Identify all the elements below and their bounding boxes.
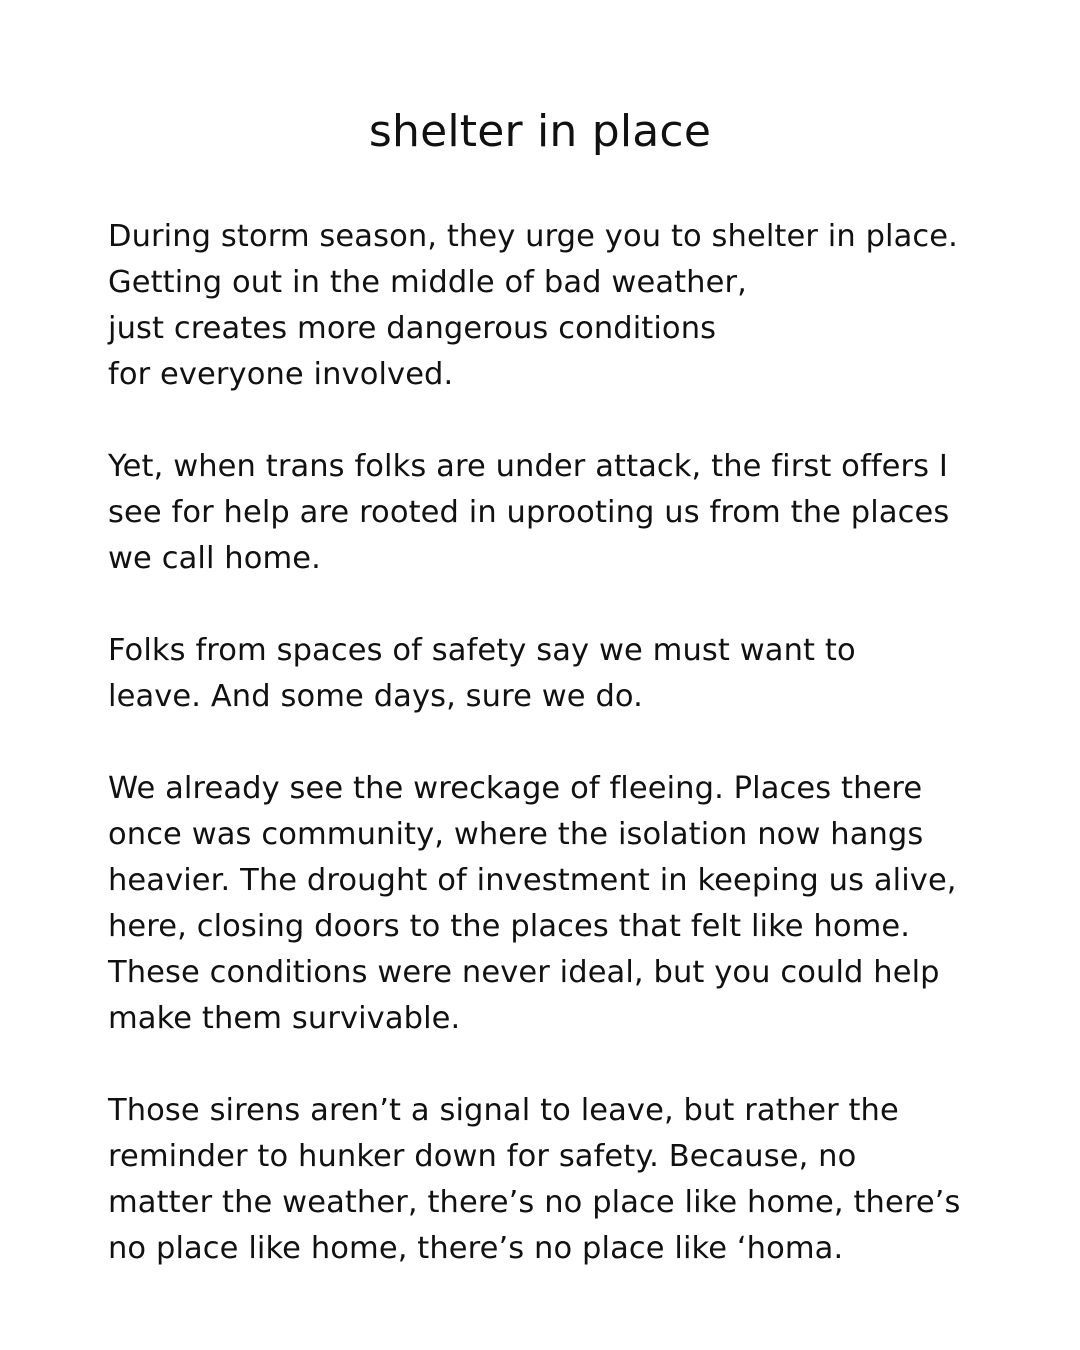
stanza-5 (108, 1088, 1008, 1272)
poem-line: These conditions were never ideal, but you could help (108, 955, 940, 990)
poem-line: no place like home, there’s no place like ‘homa. (108, 1231, 844, 1266)
poem-line: here, closing doors to the places that felt like home. (108, 909, 911, 944)
poem-line: heavier. The drought of investment in keeping us alive, (108, 863, 957, 898)
poem-line: Those sirens aren’t a signal to leave, but rather the (108, 1093, 899, 1128)
poem-line: reminder to hunker down for safety. Because, no (108, 1139, 857, 1174)
stanza-4 (108, 766, 1008, 1042)
poem-line: for everyone involved. (108, 357, 454, 392)
poem-line: We already see the wreckage of fleeing. Places there (108, 771, 923, 806)
poem-line: we call home. (108, 541, 321, 576)
poem-line: leave. And some days, sure we do. (108, 679, 643, 714)
poem-line: just creates more dangerous conditions (108, 311, 717, 346)
poem-line: make them survivable. (108, 1001, 461, 1036)
poem-line: Getting out in the middle of bad weather, (108, 265, 747, 300)
stanza-2 (108, 444, 1008, 582)
stanza-1 (108, 214, 1008, 398)
poem-title: shelter in place (368, 106, 712, 157)
poem-line: once was community, where the isolation now hangs (108, 817, 924, 852)
poem-line: Folks from spaces of safety say we must want to (108, 633, 856, 668)
poem-line: see for help are rooted in uprooting us from the places (108, 495, 950, 530)
stanza-3 (108, 628, 1008, 720)
poem-line: During storm season, they urge you to shelter in place. (108, 219, 958, 254)
poem-line: Yet, when trans folks are under attack, the first offers I (108, 449, 949, 484)
poem-line: matter the weather, there’s no place like home, there’s (108, 1185, 961, 1220)
